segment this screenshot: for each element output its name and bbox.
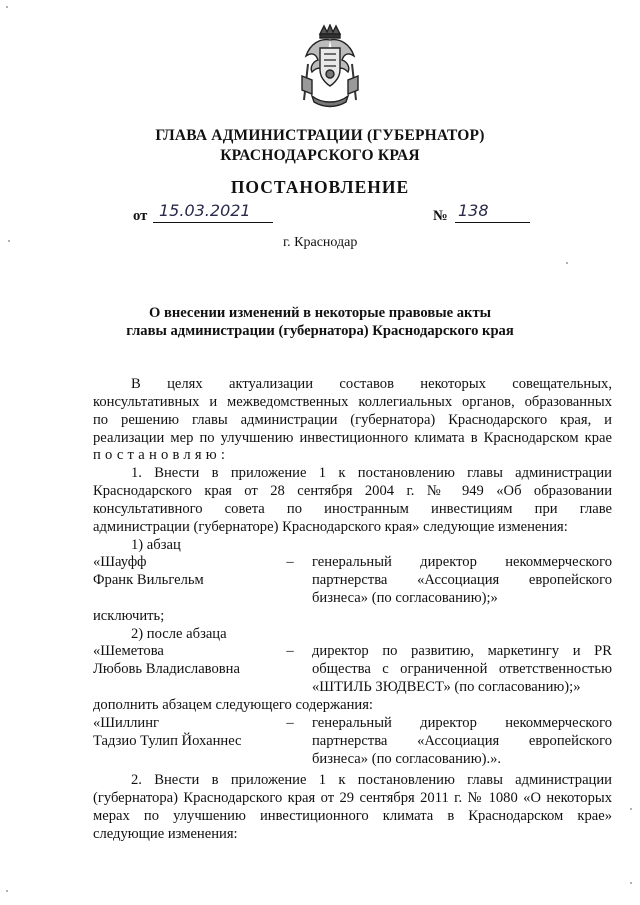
item1-line1: 1. Внести в приложение 1 к постановлению главы администрации: [131, 465, 612, 481]
number-prefix: №: [433, 208, 448, 224]
row1-name2: Франк Вильгельм: [93, 572, 204, 588]
scan-speck: [8, 240, 10, 242]
city: г. Краснодар: [283, 235, 358, 250]
row2-desc3: «ШТИЛЬ ЗЮДВЕСТ» (по согласованию);»: [312, 679, 581, 695]
scan-speck: [630, 882, 632, 884]
doc-type: ПОСТАНОВЛЕНИЕ: [230, 177, 410, 197]
row2-desc1: директор по развитию, маркетингу и PR: [312, 643, 612, 659]
exclude-text: исключить;: [93, 608, 165, 624]
row2-dash: –: [286, 643, 294, 659]
item2-line3: мерах по улучшению инвестиционного климата в Краснодарском крае»: [93, 808, 612, 824]
row1-desc1: генеральный директор некоммерческого: [312, 554, 612, 570]
sub1: 1) абзац: [131, 537, 181, 553]
intro-line4: реализации мер по улучшению инвестиционного климата в Краснодарском крае: [93, 430, 612, 446]
doc-title-line2: главы администрации (губернатора) Краснодарского края: [126, 323, 514, 339]
row3-name1: «Шиллинг: [93, 715, 159, 731]
row3-name2: Тадзио Тулип Йоханнес: [93, 733, 242, 749]
intro-line2: консультативных и межведомственных коллегиальных органов, образованных: [93, 394, 612, 410]
sub2: 2) после абзаца: [131, 626, 227, 642]
row1-desc2: партнерства «Ассоциация европейского: [312, 572, 612, 588]
scan-speck: [6, 890, 8, 892]
scan-speck: [630, 808, 632, 810]
item1-line4: администрации (губернаторе) Краснодарского края» следующие изменения:: [93, 519, 568, 535]
item1-line2: Краснодарского края от 28 сентября 2004 г. № 949 «Об образовании: [93, 483, 612, 499]
row3-dash: –: [286, 715, 294, 731]
scan-speck: [566, 262, 568, 264]
add-paragraph-text: дополнить абзацем следующего содержания:: [93, 697, 373, 713]
intro-line3: по решению главы администрации (губернатора) Краснодарского края, и: [93, 412, 612, 428]
date-underline: [153, 200, 273, 223]
row2-name2: Любовь Владиславовна: [93, 661, 240, 677]
org-name-line2: КРАСНОДАРСКОГО КРАЯ: [220, 147, 420, 164]
row1-dash: –: [286, 554, 294, 570]
row2-name1: «Шеметова: [93, 643, 164, 659]
date-prefix: от: [133, 208, 148, 224]
coat-of-arms-icon: [298, 24, 362, 108]
intro-line1: В целях актуализации составов некоторых совещательных,: [131, 376, 612, 392]
org-name-line1: ГЛАВА АДМИНИСТРАЦИИ (ГУБЕРНАТОР): [155, 127, 485, 144]
scan-speck: [6, 6, 8, 8]
doc-title-line1: О внесении изменений в некоторые правовые акты: [148, 305, 492, 321]
row1-desc3: бизнеса» (по согласованию);»: [312, 590, 498, 606]
row2-desc2: общества с ограниченной ответственностью: [312, 661, 612, 677]
intro-line5: постановляю:: [93, 447, 230, 463]
row1-name1: «Шауфф: [93, 554, 147, 570]
row3-desc2: партнерства «Ассоциация европейского: [312, 733, 612, 749]
date-value: 15.03.2021: [159, 201, 251, 220]
row3-desc1: генеральный директор некоммерческого: [312, 715, 612, 731]
row3-desc3: бизнеса» (по согласованию).».: [312, 751, 502, 767]
number-value: 138: [458, 201, 489, 220]
item1-line3: консультативного совета по иностранным инвестициям при главе: [93, 501, 612, 517]
number-underline: [455, 200, 530, 223]
item2-line2: (губернатора) Краснодарского края от 29 сентября 2011 г. № 1080 «О некоторых: [93, 790, 612, 806]
item2-line4: следующие изменения:: [93, 826, 238, 842]
item2-line1: 2. Внести в приложение 1 к постановлению главы администрации: [131, 772, 612, 788]
